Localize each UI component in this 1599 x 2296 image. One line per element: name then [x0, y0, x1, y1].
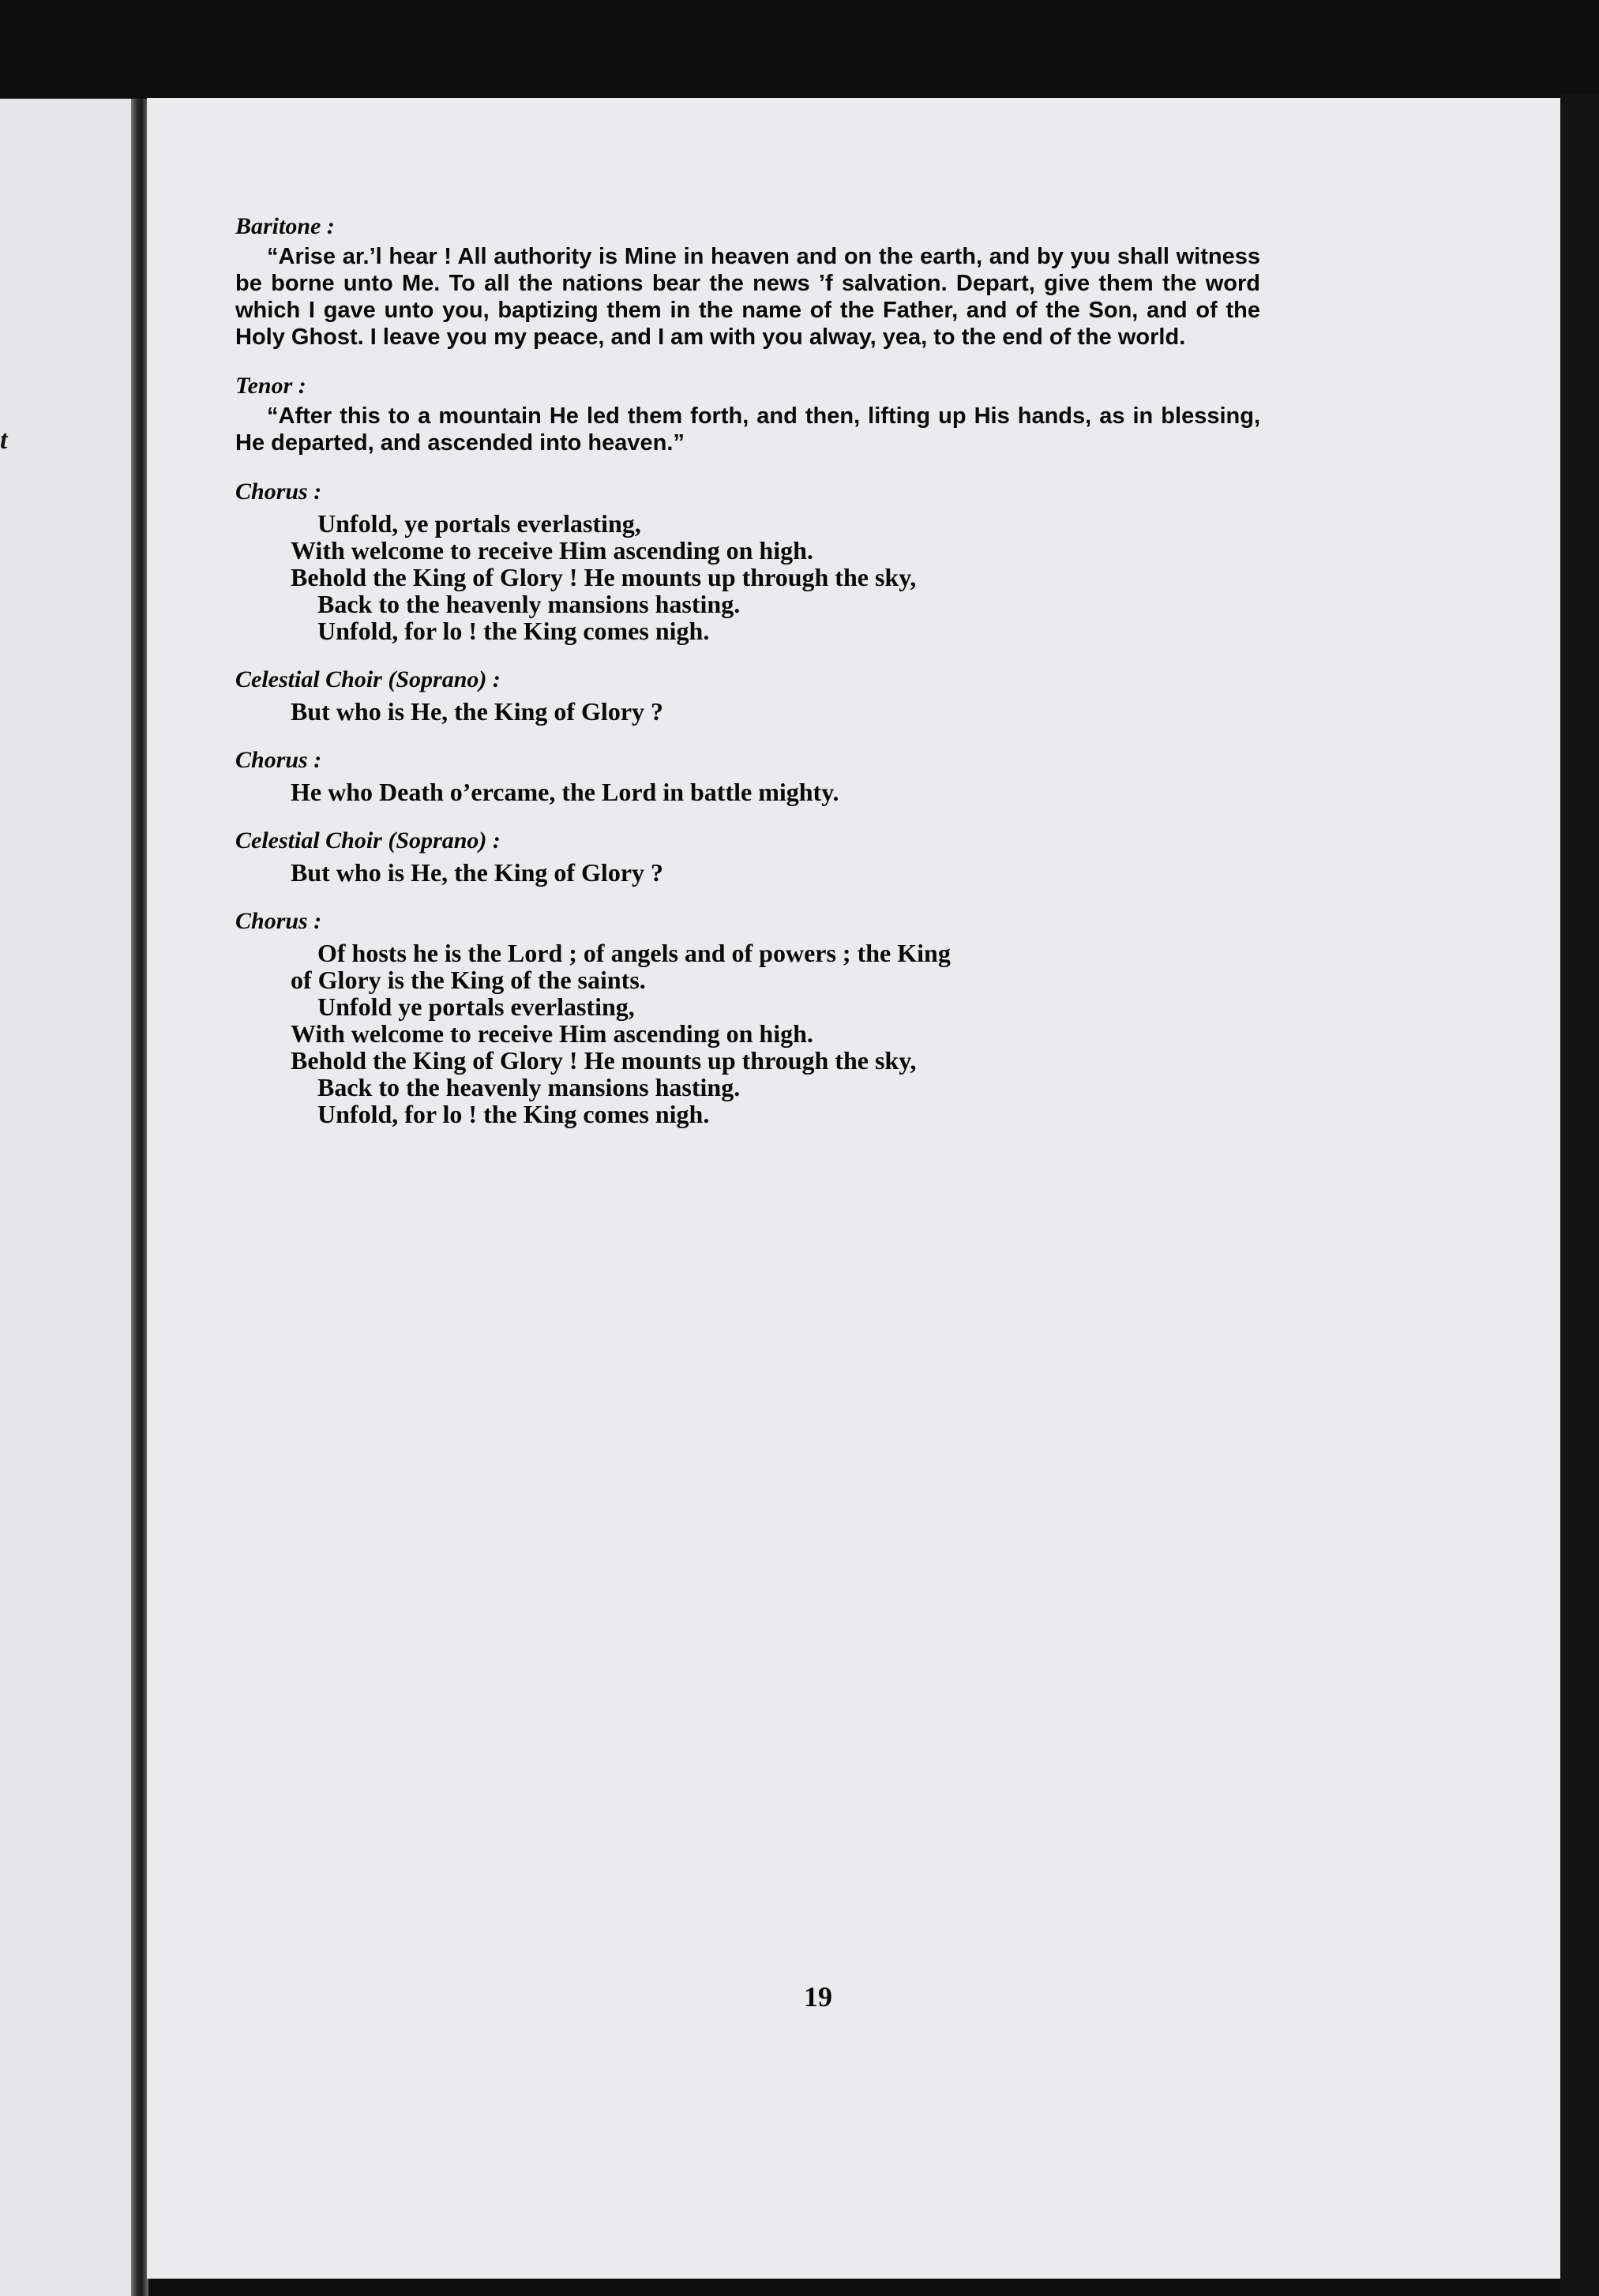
page-number: 19: [804, 1981, 832, 2013]
scan-border: [1560, 93, 1599, 2296]
verse-line: Unfold ye portals everlasting,: [317, 992, 635, 1021]
verse-line: Unfold, for lo ! the King comes nigh.: [317, 1100, 710, 1128]
verse-line: of Glory is the King of the saints.: [291, 966, 646, 994]
verse-line: But who is He, the King of Glory ?: [291, 858, 664, 887]
speaker-label: Tenor :: [235, 373, 306, 399]
verse-line: Behold the King of Glory ! He mounts up through the sky,: [291, 1046, 917, 1075]
verse-line: Behold the King of Glory ! He mounts up through the sky,: [291, 563, 917, 591]
verse-line: But who is He, the King of Glory ?: [291, 697, 664, 726]
verse-lines: [235, 778, 1260, 805]
speaker-label: Chorus :: [235, 747, 322, 773]
section-baritone: [235, 213, 1260, 351]
left-page-edge-text: t: [0, 426, 8, 455]
verse-line: With welcome to receive Him ascending on high.: [291, 536, 813, 565]
verse-lines: [235, 510, 1260, 644]
verse-line: Unfold, ye portals everlasting,: [317, 509, 641, 538]
section-chorus: [235, 908, 1260, 1127]
speaker-label: Chorus :: [235, 478, 322, 505]
verse-line: Unfold, for lo ! the King comes nigh.: [317, 617, 710, 645]
speaker-label: Celestial Choir (Soprano) :: [235, 666, 501, 692]
sung-text: “After this to a mountain He led them forth, and then, lifting up His hands, as in blessing, He departed, and ascended into heaven.”: [235, 403, 1260, 456]
sung-text: “Arise ar.’l hear ! All authority is Mine in heaven and on the earth, and by yυu shall witness be borne unto Me. To all the nations bear the news ’f salvation. Depart, give them the word which I gave unto you, baptizing them in the name of the Father, and of the Son, and of the Holy Ghost. I leave you my peace, and I am with you alway, yea, to the end of the world.: [235, 244, 1260, 350]
verse-line: He who Death o’ercame, the Lord in battle mighty.: [291, 778, 839, 806]
verse-line: Back to the heavenly mansions hasting.: [317, 590, 741, 618]
verse-line: With welcome to receive Him ascending on high.: [291, 1019, 813, 1048]
book-gutter: [131, 99, 148, 2296]
section-chorus: [235, 478, 1260, 644]
section-celestial-choir: [235, 827, 1260, 886]
verse-line: Back to the heavenly mansions hasting.: [317, 1073, 741, 1101]
section-celestial-choir: [235, 666, 1260, 725]
speaker-label: Baritone :: [235, 213, 335, 239]
verse-lines: [235, 859, 1260, 886]
left-page: [0, 99, 141, 2296]
speaker-label: Celestial Choir (Soprano) :: [235, 827, 501, 853]
section-tenor: [235, 373, 1260, 456]
libretto-text: [235, 213, 1260, 1150]
verse-line: Of hosts he is the Lord ; of angels and of powers ; the King: [317, 939, 951, 967]
verse-lines: [235, 698, 1260, 725]
speaker-label: Chorus :: [235, 908, 322, 934]
section-chorus: [235, 747, 1260, 805]
verse-lines: [235, 940, 1260, 1127]
